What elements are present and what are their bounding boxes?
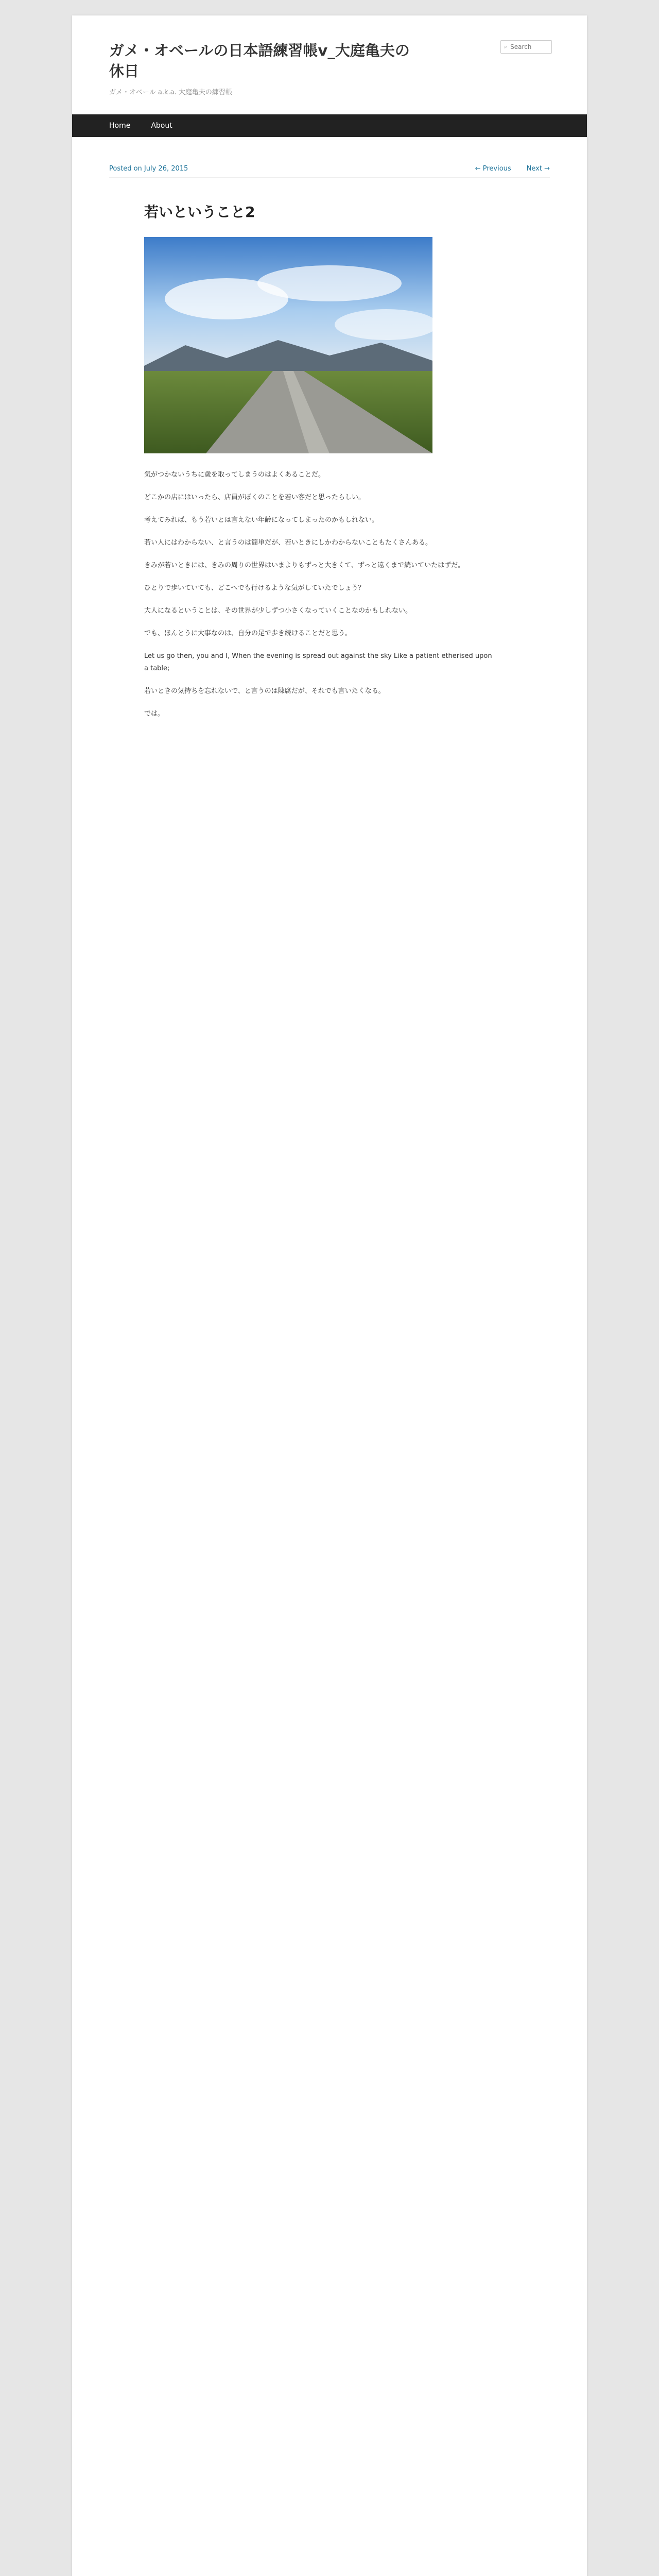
landscape-photo <box>144 237 432 453</box>
post-date[interactable]: Posted on July 26, 2015 <box>109 164 188 173</box>
paragraph: 考えてみれば、もう若いとは言えない年齢になってしまったのかもしれない。 <box>144 516 379 524</box>
main-nav <box>72 114 587 137</box>
paragraph: 若い人にはわからない、と言うのは簡単だが、若いときにしかわからないこともたくさんある。 <box>144 539 432 547</box>
search-input[interactable] <box>509 43 547 51</box>
paragraph: でも、ほんとうに大事なのは、自分の足で歩き続けることだと思う。 <box>144 630 352 637</box>
post-bar <box>109 160 550 178</box>
paragraph: 大人になるということは、その世界が少しずつ小さくなっていくことなのかもしれない。 <box>144 607 412 615</box>
post-title: 若いということ2 <box>144 204 255 221</box>
paragraph: Let us go then, you and I, When the evening is spread out against the sky Like a patient etherised upon a table; <box>144 652 492 672</box>
prev-post-link[interactable]: ← Previous <box>475 164 511 173</box>
next-post-link[interactable]: Next → <box>526 164 550 173</box>
paragraph: では。 <box>144 710 165 718</box>
nav-about[interactable]: About <box>151 122 172 130</box>
hero-image <box>144 237 432 453</box>
search-box[interactable] <box>500 40 552 54</box>
paragraph: きみが若いときには、きみの周りの世界はいまよりもずっと大きくて、ずっと遠くまで続いていたはずだ。 <box>144 562 465 569</box>
post-body <box>144 469 494 731</box>
nav-home[interactable]: Home <box>109 122 131 130</box>
paragraph: 若いときの気持ちを忘れないで、と言うのは陳腐だが、それでも言いたくなる。 <box>144 687 385 695</box>
site-header <box>109 40 552 102</box>
paragraph: どこかの店にはいったら、店員がぼくのことを若い客だと思ったらしい。 <box>144 494 366 501</box>
site-title[interactable]: ガメ・オベールの日本語練習帳v_大庭亀夫の休日 <box>109 42 410 80</box>
site-description: ガメ・オベール a.k.a. 大庭亀夫の練習帳 <box>109 89 232 96</box>
search-icon: ⌕ <box>504 43 508 50</box>
page <box>72 15 587 2576</box>
paragraph: 気がつかないうちに歳を取ってしまうのはよくあることだ。 <box>144 471 325 479</box>
paragraph: ひとりで歩いていても、どこへでも行けるような気がしていたでしょう？ <box>144 584 365 592</box>
